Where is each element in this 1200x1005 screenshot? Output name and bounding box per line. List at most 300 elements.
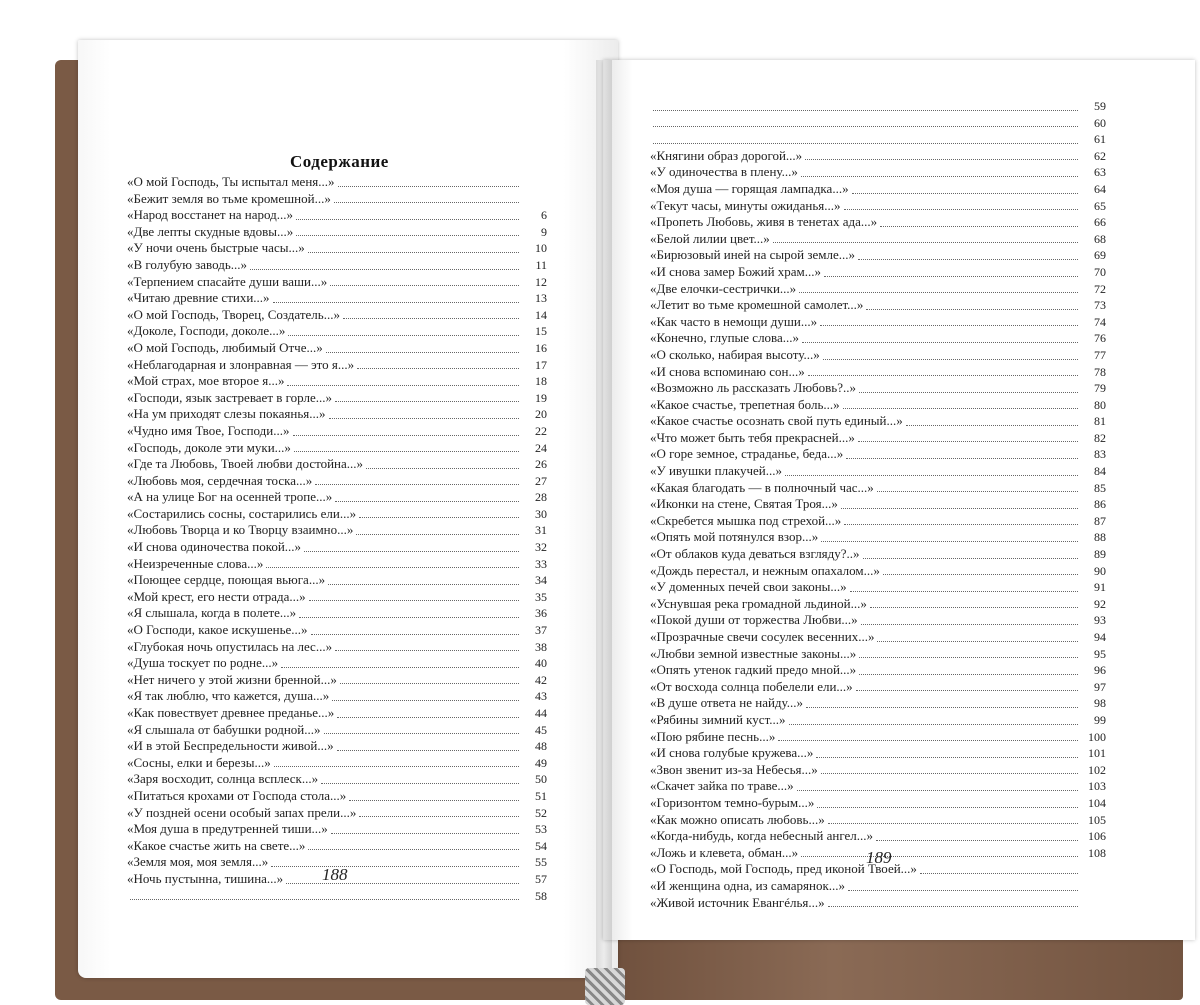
toc-entry: [650, 563, 1106, 580]
toc-entry: [650, 529, 1106, 546]
toc-entry-page: 33: [535, 556, 547, 571]
toc-dot-leader: [806, 707, 1078, 708]
toc-dot-leader: [841, 508, 1078, 509]
toc-entry-title: «Доколе, Господи, доколе...»: [127, 323, 286, 339]
toc-entry: [650, 413, 1106, 430]
toc-dot-leader: [789, 724, 1078, 725]
toc-dot-leader: [366, 468, 519, 469]
toc-entry-page: 55: [535, 855, 547, 870]
toc-entry-title: «Две елочки-сестрички...»: [650, 280, 797, 296]
toc-entry-title: «Возможно ль рассказать Любовь?..»: [650, 380, 856, 396]
toc-entry-title: «Земля моя, моя земля...»: [127, 854, 269, 870]
toc-entry: [127, 240, 547, 257]
toc-entry: [127, 522, 547, 539]
toc-entry-page: 54: [535, 838, 547, 853]
toc-entry: [127, 655, 547, 672]
toc-entry-page: 19: [535, 390, 547, 405]
toc-entry-page: 18: [535, 374, 547, 389]
toc-entry: [650, 198, 1106, 215]
toc-entry-page: 101: [1088, 746, 1106, 761]
toc-entry-title: «Поющее сердце, поющая вьюга...»: [127, 572, 326, 588]
toc-entry-page: 92: [1094, 596, 1106, 611]
toc-entry-title: «Пропеть Любовь, живя в тенетах ада...»: [650, 214, 878, 230]
toc-entry-title: «Прозрачные свечи сосулек весенних...»: [650, 629, 875, 644]
toc-entry-page: 82: [1094, 430, 1106, 445]
toc-entry: [127, 888, 547, 905]
toc-entry: [127, 821, 547, 838]
toc-entry: [650, 646, 1106, 663]
toc-dot-leader: [311, 634, 519, 635]
toc-dot-leader: [828, 906, 1078, 907]
toc-entry-page: 99: [1094, 712, 1106, 727]
toc-entry: [127, 274, 547, 291]
toc-entry-page: 40: [535, 656, 547, 671]
toc-entry: [650, 679, 1106, 696]
toc-entry-page: 83: [1094, 447, 1106, 462]
toc-entry: [127, 572, 547, 589]
toc-entry: [127, 771, 547, 788]
toc-entry-title: «Господи, язык застревает в горле...»: [127, 389, 332, 405]
toc-entry-title: «Бежит земля во тьме кромешной...»: [127, 190, 331, 206]
page-number-left: 188: [322, 865, 348, 884]
toc-entry: [127, 539, 547, 556]
toc-entry-title: «У одиночества в плену...»: [650, 164, 798, 180]
toc-dot-leader: [293, 435, 519, 436]
toc-entry-page: 13: [535, 291, 547, 306]
toc-entry-page: 53: [535, 822, 547, 837]
toc-entry-page: 11: [535, 257, 547, 272]
toc-entry: [650, 812, 1106, 829]
toc-dot-leader: [334, 202, 519, 203]
toc-dot-leader: [817, 807, 1078, 808]
toc-entry-page: 26: [535, 457, 547, 472]
toc-entry: [127, 688, 547, 705]
toc-entry-title: «Как часто в немощи души...»: [650, 313, 818, 329]
toc-dot-leader: [266, 567, 519, 568]
toc-entry-title: «Бирюзовый иней на сырой земле...»: [650, 247, 855, 263]
toc-dot-leader: [778, 740, 1078, 741]
toc-entry: [650, 297, 1106, 314]
toc-entry-page: 44: [535, 706, 547, 720]
toc-entry-page: 35: [535, 589, 547, 604]
toc-entry-title: «Какое счастье, трепетная боль...»: [650, 396, 840, 412]
toc-entry-page: 98: [1094, 696, 1106, 711]
toc-entry-title: «Чудно имя Твое, Господи...»: [127, 422, 290, 438]
toc-entry-title: «Заря восходит, солнца всплеск...»: [127, 771, 319, 787]
toc-entry: [127, 174, 547, 191]
toc-entry-title: «И в этой Беспредельности живой...»: [127, 738, 334, 754]
toc-dot-leader: [338, 186, 519, 187]
toc-entry-title: «Опять утенок гадкий предо мной...»: [650, 662, 857, 678]
toc-dot-leader: [858, 441, 1078, 442]
toc-entry-page: 85: [1094, 480, 1106, 495]
toc-dot-leader: [801, 176, 1078, 177]
toc-dot-leader: [852, 193, 1078, 194]
toc-entry-page: 34: [535, 573, 547, 588]
toc-entry-page: 93: [1094, 613, 1106, 628]
toc-entry: [127, 589, 547, 606]
toc-entry: [127, 373, 547, 390]
toc-entry: [650, 895, 1106, 912]
toc-entry-title: «Любовь Творца и ко Творцу взаимно...»: [127, 522, 354, 538]
toc-entry-page: 15: [535, 324, 547, 339]
toc-entry: [650, 546, 1106, 563]
toc-entry-page: 51: [535, 788, 547, 803]
toc-entry-page: 48: [535, 739, 547, 754]
toc-entry-page: 17: [535, 357, 547, 372]
toc-dot-leader: [299, 617, 519, 618]
toc-entry: [127, 556, 547, 573]
toc-entry-title: «Глубокая ночь опустилась на лес...»: [127, 638, 333, 654]
toc-entry: [127, 323, 547, 340]
toc-entry-title: «В душе ответа не найду...»: [650, 695, 803, 711]
toc-entry-title: «Текут часы, минуты ожиданья...»: [650, 197, 841, 213]
toc-entry-page: 84: [1094, 464, 1106, 479]
toc-entry-page: 9: [541, 224, 547, 239]
toc-entry-page: 97: [1094, 679, 1106, 694]
toc-entry-page: 91: [1094, 580, 1106, 595]
toc-entry-page: 64: [1094, 181, 1106, 196]
toc-right-list: [650, 98, 1106, 911]
toc-dot-leader: [906, 425, 1078, 426]
toc-entry-title: «Терпением спасайте души ваши...»: [127, 273, 328, 289]
toc-dot-leader: [273, 302, 519, 303]
toc-dot-leader: [294, 451, 519, 452]
toc-entry-page: 61: [1094, 132, 1106, 147]
toc-entry-page: 103: [1088, 779, 1106, 794]
toc-entry-title: «Горизонтом темно-бурым...»: [650, 794, 815, 810]
toc-dot-leader: [359, 816, 519, 817]
toc-entry-title: «Как повествует древнее преданье...»: [127, 705, 335, 720]
toc-entry-page: 79: [1094, 381, 1106, 396]
toc-dot-leader: [343, 318, 519, 319]
toc-dot-leader: [824, 276, 1078, 277]
toc-entry: [127, 672, 547, 689]
toc-dot-leader: [315, 484, 519, 485]
toc-dot-leader: [309, 600, 519, 601]
toc-entry-title: «Конечно, глупые слова...»: [650, 330, 800, 346]
toc-entry: [650, 480, 1106, 497]
toc-entry-page: 59: [1094, 99, 1106, 113]
toc-entry-page: 106: [1088, 829, 1106, 844]
toc-entry-title: «Когда-нибудь, когда небесный ангел...»: [650, 828, 873, 844]
toc-entry-title: «Питаться крохами от Господа стола...»: [127, 787, 347, 803]
toc-entry-page: 80: [1094, 397, 1106, 412]
toc-entry: [127, 805, 547, 822]
toc-dot-leader: [330, 285, 519, 286]
toc-entry: [127, 722, 547, 739]
toc-entry: [650, 745, 1106, 762]
toc-entry-page: 49: [535, 755, 547, 770]
toc-dot-leader: [773, 242, 1078, 243]
toc-dot-leader: [859, 674, 1078, 675]
toc-dot-leader: [356, 534, 519, 535]
toc-entry: [127, 705, 547, 722]
toc-entry-page: 70: [1094, 264, 1106, 279]
toc-entry-title: «О горе земное, страданье, беда...»: [650, 446, 844, 462]
toc-entry-title: «Я так люблю, что кажется, душа...»: [127, 688, 330, 704]
toc-entry: [650, 496, 1106, 513]
toc-entry-title: «И женщина одна, из самарянок...»: [650, 877, 846, 893]
toc-entry-page: 89: [1094, 547, 1106, 562]
toc-entry-title: «Княгини образ дорогой...»: [650, 147, 803, 163]
toc-entry: [127, 440, 547, 457]
toc-dot-leader: [308, 252, 519, 253]
toc-entry-title: «Скачет зайка по траве...»: [650, 778, 794, 794]
toc-entry-title: «Неизреченные слова...»: [127, 555, 264, 571]
toc-entry-page: 50: [535, 772, 547, 787]
toc-entry-title: «О сколько, набирая высоту...»: [650, 346, 820, 362]
toc-entry-title: «Рябины зимний куст...»: [650, 711, 786, 727]
toc-entry-title: «У ивушки плакучей...»: [650, 463, 782, 479]
toc-entry-page: 42: [535, 672, 547, 687]
toc-entry-page: 72: [1094, 281, 1106, 296]
toc-entry: [127, 456, 547, 473]
toc-dot-leader: [653, 143, 1078, 144]
toc-entry-page: 24: [535, 440, 547, 455]
toc-entry: [650, 596, 1106, 613]
toc-entry-page: 66: [1094, 215, 1106, 230]
toc-entry: [650, 364, 1106, 381]
toc-dot-leader: [335, 501, 519, 502]
toc-entry-title: «О мой Господь, Творец, Создатель...»: [127, 306, 340, 322]
toc-dot-leader: [359, 517, 519, 518]
toc-dot-leader: [850, 591, 1078, 592]
toc-entry-title: «Белой лилии цвет...»: [650, 230, 770, 246]
toc-entry-page: 102: [1088, 762, 1106, 777]
toc-entry: [650, 214, 1106, 231]
toc-dot-leader: [844, 524, 1078, 525]
toc-entry: [650, 347, 1106, 364]
toc-entry-page: 94: [1094, 630, 1106, 644]
toc-dot-leader: [331, 833, 519, 834]
toc-entry-title: «Опять мой потянулся взор...»: [650, 529, 819, 545]
toc-entry: [127, 340, 547, 357]
toc-entry: [127, 224, 547, 241]
toc-entry-title: «Две лепты скудные вдовы...»: [127, 223, 294, 239]
toc-entry-page: 27: [535, 473, 547, 488]
toc-entry-page: 88: [1094, 530, 1106, 545]
toc-dot-leader: [877, 491, 1078, 492]
toc-entry-title: «У поздней осени особый запах прели...»: [127, 804, 357, 820]
toc-entry: [127, 639, 547, 656]
toc-entry: [650, 98, 1106, 115]
toc-entry: [650, 397, 1106, 414]
toc-entry-title: «Моя душа в предутренней тиши...»: [127, 821, 328, 837]
toc-entry-title: «Мой крест, его нести отрада...»: [127, 588, 306, 604]
toc-entry: [127, 357, 547, 374]
toc-entry: [127, 473, 547, 490]
toc-entry-page: 69: [1094, 248, 1106, 263]
toc-dot-leader: [816, 757, 1078, 758]
toc-entry: [127, 506, 547, 523]
toc-dot-leader: [808, 375, 1078, 376]
toc-entry: [127, 423, 547, 440]
toc-dot-leader: [843, 408, 1078, 409]
toc-dot-leader: [328, 584, 519, 585]
toc-entry-title: «Ночь пустынна, тишина...»: [127, 870, 284, 886]
toc-entry-title: «А на улице Бог на осенней тропе...»: [127, 489, 333, 505]
toc-dot-leader: [797, 790, 1078, 791]
toc-dot-leader: [846, 458, 1078, 459]
toc-entry-page: 73: [1094, 298, 1106, 313]
toc-entry: [650, 281, 1106, 298]
toc-entry-title: «Неблагодарная и злонравная — это я...»: [127, 356, 355, 372]
toc-entry-title: «Сосны, елки и березы...»: [127, 754, 271, 770]
toc-entry-title: «Нет ничего у этой жизни бренной...»: [127, 671, 337, 687]
toc-dot-leader: [324, 733, 519, 734]
toc-entry-page: 52: [535, 805, 547, 820]
toc-entry-page: 90: [1094, 563, 1106, 578]
toc-entry-title: «Пою рябине песнь...»: [650, 728, 776, 744]
contents-heading: Содержание: [290, 152, 389, 171]
toc-entry: [650, 795, 1106, 812]
toc-entry: [650, 115, 1106, 132]
toc-entry-page: 108: [1088, 845, 1106, 860]
toc-entry-page: 58: [535, 888, 547, 903]
toc-dot-leader: [271, 866, 519, 867]
toc-dot-leader: [332, 700, 519, 701]
toc-entry-title: «Летит во тьме кромешной самолет...»: [650, 297, 864, 313]
toc-dot-leader: [349, 800, 519, 801]
toc-dot-leader: [859, 392, 1078, 393]
toc-entry-page: 45: [535, 722, 547, 737]
toc-entry-title: «И снова замер Божий храм...»: [650, 263, 822, 279]
toc-entry: [650, 662, 1106, 679]
toc-dot-leader: [820, 325, 1078, 326]
toc-entry-title: «Уснувшая река громадной льдиной...»: [650, 595, 867, 611]
toc-dot-leader: [821, 773, 1078, 774]
toc-entry-title: «Покой души от торжества Любви...»: [650, 612, 858, 628]
toc-entry: [650, 762, 1106, 779]
toc-dot-leader: [863, 558, 1078, 559]
toc-entry: [650, 314, 1106, 331]
toc-entry-title: «О мой Господь, Ты испытал меня...»: [127, 174, 335, 189]
toc-dot-leader: [876, 840, 1078, 841]
toc-dot-leader: [823, 359, 1078, 360]
toc-entry-title: «Господь, доколе эти муки...»: [127, 439, 291, 455]
toc-entry-page: 28: [535, 490, 547, 505]
toc-entry-title: «От облаков куда деваться взгляду?..»: [650, 546, 860, 562]
toc-entry: [127, 290, 547, 307]
toc-entry-page: 37: [535, 623, 547, 638]
toc-entry-page: 14: [535, 307, 547, 322]
toc-entry-title: «У доменных печей свои законы...»: [650, 579, 847, 595]
toc-entry-title: «Как можно описать любовь...»: [650, 811, 825, 827]
toc-dot-leader: [296, 235, 519, 236]
toc-entry: [650, 629, 1106, 646]
toc-dot-leader: [821, 541, 1078, 542]
toc-entry-title: «У ночи очень быстрые часы...»: [127, 240, 305, 256]
toc-entry-page: 68: [1094, 231, 1106, 246]
toc-entry-page: 38: [535, 639, 547, 654]
toc-entry-page: 62: [1094, 148, 1106, 163]
toc-entry-page: 81: [1094, 414, 1106, 429]
toc-entry-title: «О Господи, какое искушенье...»: [127, 622, 308, 638]
toc-dot-leader: [296, 219, 519, 220]
toc-entry-page: 32: [535, 540, 547, 555]
toc-entry-page: 30: [535, 506, 547, 521]
toc-dot-leader: [801, 856, 1078, 857]
toc-entry: [650, 778, 1106, 795]
toc-entry: [127, 605, 547, 622]
toc-dot-leader: [848, 890, 1078, 891]
toc-entry: [650, 463, 1106, 480]
toc-entry: [650, 612, 1106, 629]
toc-entry-title: «О мой Господь, любимый Отче...»: [127, 339, 323, 355]
toc-entry: [127, 838, 547, 855]
toc-dot-leader: [281, 667, 519, 668]
toc-entry: [127, 390, 547, 407]
toc-entry: [127, 307, 547, 324]
toc-dot-leader: [250, 269, 519, 270]
toc-entry-title: «Народ восстанет на народ...»: [127, 207, 294, 223]
toc-dot-leader: [274, 766, 519, 767]
toc-dot-leader: [883, 574, 1078, 575]
toc-entry: [650, 148, 1106, 165]
toc-entry: [127, 738, 547, 755]
toc-dot-leader: [802, 342, 1078, 343]
toc-entry: [650, 513, 1106, 530]
toc-dot-leader: [844, 209, 1078, 210]
page-number-right: 189: [866, 848, 892, 867]
toc-dot-leader: [870, 607, 1078, 608]
toc-entry-title: «Какое счастье жить на свете...»: [127, 837, 306, 853]
toc-dot-leader: [861, 624, 1078, 625]
toc-entry-page: 22: [535, 423, 547, 438]
toc-entry-page: 43: [535, 689, 547, 704]
toc-dot-leader: [335, 650, 519, 651]
toc-entry: [650, 380, 1106, 397]
toc-entry: [127, 788, 547, 805]
toc-entry: [650, 131, 1106, 148]
toc-dot-leader: [828, 823, 1078, 824]
toc-dot-leader: [805, 159, 1078, 160]
toc-entry-title: «В голубую заводь...»: [127, 256, 248, 272]
toc-entry-page: 105: [1088, 812, 1106, 827]
toc-entry-title: «Скребется мышка под стрехой...»: [650, 512, 842, 528]
toc-dot-leader: [877, 641, 1078, 642]
toc-dot-leader: [337, 717, 519, 718]
toc-entry-title: «Что может быть тебя прекрасней...»: [650, 429, 855, 445]
toc-entry-page: 63: [1094, 165, 1106, 180]
toc-entry: [127, 191, 547, 208]
toc-dot-leader: [287, 385, 519, 386]
toc-entry: [127, 755, 547, 772]
toc-entry: [650, 164, 1106, 181]
toc-dot-leader: [859, 657, 1078, 658]
toc-entry-title: «Звон звенит из-за Небесья...»: [650, 761, 818, 777]
toc-dot-leader: [858, 259, 1078, 260]
toc-dot-leader: [335, 401, 519, 402]
toc-dot-leader: [880, 226, 1078, 227]
toc-entry: [650, 729, 1106, 746]
toc-dot-leader: [785, 475, 1078, 476]
toc-dot-leader: [653, 126, 1078, 127]
toc-entry-title: «Какое счастье осознать свой путь единый...»: [650, 413, 903, 429]
toc-entry-title: «Живой источник Евангéлья...»: [650, 894, 825, 910]
toc-entry: [127, 207, 547, 224]
toc-entry-page: 78: [1094, 364, 1106, 379]
toc-entry-page: 31: [535, 523, 547, 538]
toc-entry: [127, 406, 547, 423]
toc-entry-title: «Мой страх, мое второе я...»: [127, 373, 285, 389]
toc-entry-title: «Состарились сосны, состарились ели...»: [127, 505, 357, 521]
toc-entry: [650, 430, 1106, 447]
toc-entry-title: «Я слышала, когда в полете...»: [127, 605, 297, 621]
toc-entry-title: «И снова вспоминаю сон...»: [650, 363, 805, 379]
toc-entry-page: 86: [1094, 497, 1106, 512]
